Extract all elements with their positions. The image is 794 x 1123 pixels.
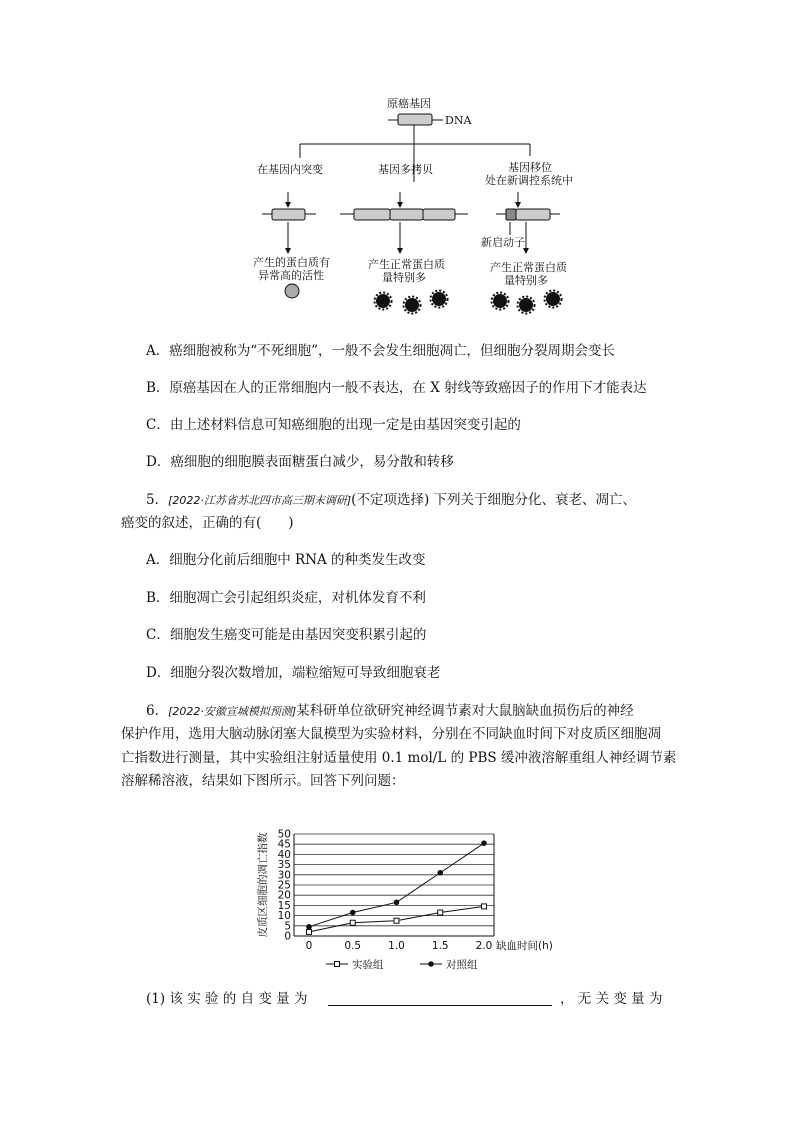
- q6-line2: 保护作用，选用大脑动脉闭塞大鼠模型为实验材料，分别在不同缺血时间下对皮质区细胞凋: [121, 726, 661, 742]
- legend-marker-square: [335, 962, 340, 967]
- diagram-branch3-line1: 基因移位: [508, 161, 552, 174]
- x-axis-label: 缺血时间(h): [496, 940, 553, 952]
- q5-stem-text1: (不定项选择) 下列关于细胞分化、衰老、凋亡、: [351, 492, 636, 508]
- q6-number: 6．: [146, 703, 169, 719]
- normal-protein-icon: [375, 293, 392, 310]
- q5-option-b: B．细胞凋亡会引起组织炎症，对机体发育不利: [146, 590, 426, 606]
- q4-option-b: B．原癌基因在人的正常细胞内一般不表达，在 X 射线等致癌因子的作用下才能表达: [146, 380, 647, 396]
- normal-protein-icon: [431, 291, 448, 308]
- diagram-promoter-label: 新启动子: [481, 236, 525, 249]
- diagram-branch1-label: 在基因内突变: [257, 163, 323, 176]
- y-tick-label: 25: [277, 879, 291, 892]
- diagram-result1-line1: 产生的蛋白质有: [253, 256, 330, 269]
- q6-line1: [146, 702, 634, 721]
- diagram-branch3-line2: 处在新调控系统中: [485, 174, 573, 187]
- data-point-square: [394, 918, 399, 923]
- diagram-result2-line1: 产生正常蛋白质: [368, 258, 445, 271]
- data-point-circle: [350, 910, 356, 916]
- legend-label-control: 对照组: [446, 959, 478, 971]
- normal-protein-icon: [404, 297, 421, 314]
- q5-stem-line2: 癌变的叙述，正确的有( ): [121, 515, 294, 531]
- q6-source: [2022·安徽宣城模拟预测]: [168, 705, 297, 718]
- q4-option-c: C．由上述材料信息可知癌细胞的出现一定是由基因突变引起的: [146, 417, 521, 433]
- q5-option-c: C．细胞发生癌变可能是由基因突变积累引起的: [146, 627, 427, 643]
- x-tick-label: 0: [305, 940, 313, 952]
- q5-option-a: A．细胞分化前后细胞中 RNA 的种类发生改变: [146, 552, 426, 568]
- data-point-circle: [437, 870, 443, 876]
- q5-number: 5．: [146, 492, 169, 508]
- diagram-result1-line2: 异常高的活性: [258, 269, 324, 282]
- data-point-circle: [481, 840, 487, 846]
- diagram-result2-line2: 量特别多: [382, 271, 426, 284]
- diagram-dna-label: DNA: [445, 114, 472, 127]
- q6-line3: 亡指数进行测量，其中实验组注射适量使用 0.1 mol/L 的 PBS 缓冲液溶解重组人神经调节素: [121, 750, 677, 766]
- q6-sub1-part-b: ， 无 关 变 量 为: [560, 991, 663, 1007]
- data-point-square: [438, 910, 443, 915]
- y-tick-label: 35: [277, 859, 291, 872]
- data-point-square: [307, 929, 312, 934]
- normal-protein-icon: [545, 291, 562, 308]
- q4-option-a: A．癌细胞被称为“不死细胞”，一般不会发生细胞凋亡，但细胞分裂周期会变长: [146, 343, 616, 359]
- y-tick-label: 0: [284, 930, 291, 943]
- apoptosis-chart: [248, 822, 598, 972]
- data-point-circle: [394, 900, 400, 906]
- legend-label-experiment: 实验组: [352, 959, 384, 971]
- q5-option-d: D．细胞分裂次数增加，端粒缩短可导致细胞衰老: [146, 665, 441, 681]
- abnormal-protein-icon: [285, 284, 299, 298]
- y-tick-label: 40: [277, 848, 291, 861]
- x-tick-label: 0.5: [344, 940, 362, 952]
- data-point-square: [482, 904, 487, 909]
- y-tick-label: 50: [277, 828, 291, 841]
- q6-sub1-part-a: (1) 该 实 验 的 自 变 量 为: [146, 991, 308, 1007]
- y-tick-label: 20: [277, 889, 291, 902]
- gene-diagram: [240, 92, 580, 317]
- q6-sub1-answer-blank[interactable]: [328, 1003, 552, 1006]
- y-tick-label: 10: [277, 910, 291, 923]
- q5-source: [2022·江苏省苏北四市高三期末调研]: [168, 494, 352, 507]
- y-tick-label: 30: [277, 869, 291, 882]
- normal-protein-icon: [492, 293, 509, 310]
- legend-marker-circle: [428, 961, 434, 967]
- data-point-square: [350, 920, 355, 925]
- data-point-circle: [306, 924, 312, 930]
- diagram-result3-line1: 产生正常蛋白质: [490, 261, 567, 274]
- apoptosis-chart-svg: [248, 822, 598, 972]
- x-tick-label: 2.0: [475, 940, 493, 952]
- y-axis-label: 皮质区细胞的凋亡指数: [257, 832, 269, 938]
- q5-stem-line1: [146, 491, 636, 510]
- x-tick-label: 1.5: [431, 940, 449, 952]
- q6-line4: 溶解稀溶液，结果如下图所示。回答下列问题：: [121, 773, 405, 789]
- diagram-result3-line2: 量特别多: [504, 274, 548, 287]
- diagram-branch2-label: 基因多拷贝: [378, 163, 433, 176]
- q6-text1: 某科研单位欲研究神经调节素对大鼠脑缺血损伤后的神经: [296, 703, 634, 719]
- y-tick-label: 15: [277, 899, 291, 912]
- y-tick-label: 5: [284, 920, 291, 933]
- y-tick-label: 45: [277, 838, 291, 851]
- normal-protein-icon: [518, 297, 535, 314]
- diagram-top-label: 原癌基因: [387, 97, 431, 110]
- x-tick-label: 1.0: [388, 940, 405, 952]
- q4-option-d: D．癌细胞的细胞膜表面糖蛋白减少，易分散和转移: [146, 454, 454, 470]
